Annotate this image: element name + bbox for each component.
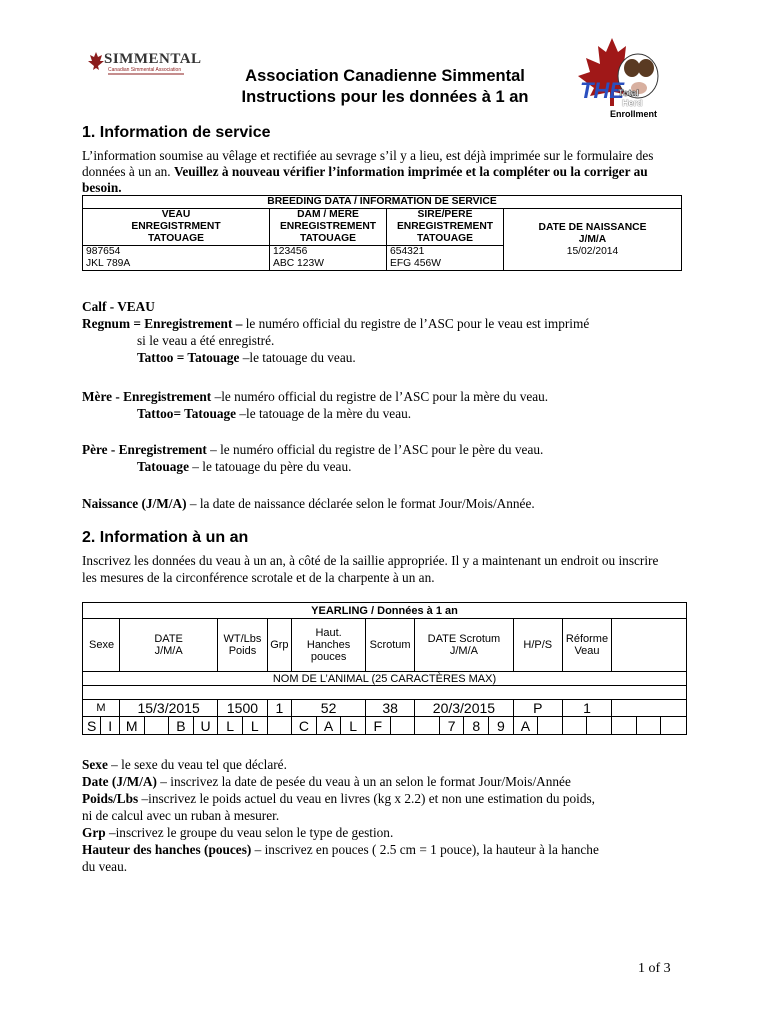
logo-left-text: SIMMENTAL: [104, 51, 202, 67]
col-date-label: DATE: [154, 633, 183, 645]
grp-term: Grp: [82, 825, 106, 840]
col-sexe: Sexe: [83, 619, 120, 672]
name-char-cell: M: [119, 717, 144, 735]
col-hps: H/P/S: [513, 619, 562, 672]
pere-reg-term: Enregistrement: [118, 442, 211, 457]
name-char-cell: F: [366, 717, 391, 735]
col-reforme-label: Réforme: [565, 633, 609, 645]
sire-label: SIRE/PERE: [417, 209, 473, 220]
logo-left-subtitle: Canadian Simmental Association: [108, 67, 182, 73]
col-hip-1: Haut.: [315, 627, 342, 639]
col-hip-height: [292, 619, 366, 672]
sexe-text: – le sexe du veau tel que déclaré.: [107, 757, 287, 772]
col-scrotum: Scrotum: [366, 619, 415, 672]
col-hip-2: Hanches: [306, 639, 351, 651]
row-grp-value: 1: [267, 700, 292, 717]
calf-reg-value: 987654: [86, 246, 121, 257]
sexe-term: Sexe: [82, 757, 108, 772]
pere-reg-text: – le numéro official du registre de l’ASC pour le père du veau.: [210, 442, 544, 457]
name-char-cell: C: [292, 717, 317, 735]
sire-tattoo-label: TATOUAGE: [416, 233, 474, 244]
pere-label: Père -: [82, 442, 119, 457]
date-text: – inscrivez la date de pesée du veau à un an selon le format Jour/Mois/Année: [156, 774, 571, 789]
name-char-cell: [267, 717, 292, 735]
name-char-cell: [587, 717, 612, 735]
veau-tattoo-label: TATOUAGE: [147, 233, 205, 244]
naissance-text: – la date de naissance déclarée selon le format Jour/Mois/Année.: [186, 496, 535, 511]
row-weight-value: 1500: [218, 700, 267, 717]
col-weight-sub: Poids: [228, 645, 257, 657]
name-char-cell: [538, 717, 563, 735]
sire-reg-value: 654321: [390, 246, 425, 257]
name-char-cell: B: [169, 717, 194, 735]
name-char-cell: A: [513, 717, 538, 735]
logo-the-text: THE: [580, 78, 624, 103]
sire-values: [387, 246, 504, 271]
calf-definitions: [82, 298, 692, 366]
name-header: NOM DE L’ANIMAL (25 CARACTÈRES MAX): [83, 672, 687, 686]
birth-date-value: 15/02/2014: [566, 245, 619, 257]
hauteur-text: – inscrivez en pouces ( 2.5 cm = 1 pouce), la hauteur à la hanche: [251, 842, 599, 857]
col-reforme: [562, 619, 611, 672]
intro-bold-text: Veuillez à nouveau vérifier l’information imprimée et la compléter ou la corriger au besoin.: [82, 164, 648, 195]
dam-tattoo-label: TATOUAGE: [299, 233, 357, 244]
poids-text: –inscrivez le poids actuel du veau en livres (kg x 2.2) et non une estimation du poids,: [138, 791, 595, 806]
breeding-data-table: [82, 195, 682, 271]
mere-reg-term: Enregistrement: [123, 389, 215, 404]
pere-definitions: [82, 441, 692, 475]
dam-label: DAM / MERE: [297, 209, 359, 220]
name-char-cell: [612, 717, 637, 735]
breeding-table-title: BREEDING DATA / INFORMATION DE SERVICE: [83, 196, 682, 209]
yearling-definitions: [82, 756, 692, 875]
col-weight-label: WT/Lbs: [223, 633, 262, 645]
poids-term: Poids/Lbs: [82, 791, 139, 806]
calf-values: [83, 246, 270, 271]
row-hps-value: P: [513, 700, 562, 717]
page-title: [200, 66, 570, 108]
name-char-cell: [661, 717, 687, 735]
dam-header: [270, 209, 387, 246]
birth-date-header: [504, 209, 682, 271]
name-char-cell: [144, 717, 169, 735]
name-char-cell: [390, 717, 415, 735]
col-hip-3: pouces: [310, 651, 347, 663]
row-sexe-value: M: [83, 700, 120, 717]
intro-plain-text: L’information soumise au vêlage et rectifiée au sevrage s’il y a lieu, est déjà imprimée sur le formulaire des données à un an.: [82, 148, 654, 179]
spacer-row: [83, 686, 687, 700]
pere-tattoo-term: Tatouage: [137, 459, 189, 474]
mere-tattoo-term: Tattoo= Tatouage: [137, 406, 240, 421]
title-line-2: Instructions pour les données à 1 an: [241, 88, 529, 106]
col-reforme-sub: Veau: [574, 645, 600, 657]
calf-tattoo-value: JKL 789A: [86, 258, 131, 269]
col-date: [119, 619, 217, 672]
calf-label: Calf - VEAU: [82, 299, 155, 314]
animal-name-row: [83, 717, 687, 735]
col-grp: Grp: [267, 619, 292, 672]
row-hip-value: 52: [292, 700, 366, 717]
hauteur-text-2: du veau.: [82, 859, 128, 874]
col-weight: [218, 619, 267, 672]
name-char-cell: 9: [489, 717, 514, 735]
yearling-table-title: YEARLING / Données à 1 an: [83, 603, 687, 619]
date-term: Date (J/M/A): [82, 774, 157, 789]
mere-label: Mère -: [82, 389, 124, 404]
dam-reg-label: ENREGISTREMENT: [279, 221, 377, 232]
name-char-cell: A: [316, 717, 341, 735]
page-number: 1 of 3: [638, 961, 671, 976]
mere-reg-text: –le numéro official du registre de l’ASC pour la mère du veau.: [214, 389, 549, 404]
poids-text-2: ni de calcul avec un ruban à mesurer.: [82, 808, 280, 823]
birth-date-label: DATE DE NAISSANCE: [538, 221, 647, 233]
col-date-scrotum: [415, 619, 513, 672]
logo-total-text: Total: [618, 88, 639, 98]
col-empty: [612, 619, 687, 672]
simmental-logo: [86, 48, 202, 78]
col-date-scrotum-format: J/M/A: [449, 645, 478, 657]
regnum-text: le numéro official du registre de l’ASC pour le veau est imprimé: [245, 316, 590, 331]
hauteur-term: Hauteur des hanches (pouces): [82, 842, 252, 857]
tattoo-term: Tattoo = Tatouage: [137, 350, 243, 365]
veau-reg-label: ENREGISTRMENT: [131, 221, 221, 232]
logo-enrollment-text: Enrollment: [610, 109, 658, 119]
sire-header: [387, 209, 504, 246]
logo-herd-text: Herd: [622, 98, 643, 108]
name-char-cell: 7: [439, 717, 464, 735]
naissance-definition: [82, 495, 692, 512]
section-1-heading: 1. Information de service: [82, 124, 271, 141]
row-reforme-value: 1: [562, 700, 611, 717]
name-char-cell: [562, 717, 587, 735]
birth-date-format: J/M/A: [578, 233, 607, 245]
name-char-cell: [636, 717, 661, 735]
total-herd-enrollment-logo: [572, 36, 670, 120]
row-scrotum-value: 38: [366, 700, 415, 717]
tattoo-text: –le tatouage du veau.: [242, 350, 356, 365]
mere-definitions: [82, 388, 692, 422]
section-2-intro: Inscrivez les données du veau à un an, à côté de la saillie appropriée. Il y a maintenant un endroit ou inscrire les mesures de la circonférence scrotale et de la charpente à un an.: [82, 553, 659, 585]
regnum-term: Regnum = Enregistrement –: [82, 316, 246, 331]
row-date-scrotum-value: 20/3/2015: [415, 700, 513, 717]
grp-text: –inscrivez le groupe du veau selon le type de gestion.: [105, 825, 394, 840]
col-date-format: J/M/A: [154, 645, 183, 657]
name-char-cell: 8: [464, 717, 489, 735]
name-char-cell: [415, 717, 440, 735]
name-char-cell: L: [218, 717, 243, 735]
col-date-scrotum-label: DATE Scrotum: [427, 633, 501, 645]
regnum-text-2: si le veau a été enregistré.: [137, 333, 275, 348]
sire-reg-label: ENREGISTREMENT: [396, 221, 494, 232]
name-char-cell: S: [83, 717, 101, 735]
yearling-data-table: [82, 602, 687, 735]
veau-label: VEAU: [161, 209, 191, 220]
dam-values: [270, 246, 387, 271]
veau-header: [83, 209, 270, 246]
row-empty: [612, 700, 687, 717]
name-char-cell: U: [193, 717, 218, 735]
name-char-cell: I: [101, 717, 119, 735]
name-char-cell: L: [341, 717, 366, 735]
pere-tattoo-text: – le tatouage du père du veau.: [188, 459, 352, 474]
section-2-heading: 2. Information à un an: [82, 529, 249, 546]
section-1-intro: [82, 148, 682, 196]
dam-reg-value: 123456: [273, 246, 308, 257]
name-char-cell: L: [242, 717, 267, 735]
sire-tattoo-value: EFG 456W: [390, 258, 441, 269]
mere-tattoo-text: –le tatouage de la mère du veau.: [239, 406, 412, 421]
title-line-1: Association Canadienne Simmental: [245, 67, 525, 85]
row-date-value: 15/3/2015: [119, 700, 217, 717]
dam-tattoo-value: ABC 123W: [273, 258, 324, 269]
naissance-term: Naissance (J/M/A): [82, 496, 187, 511]
